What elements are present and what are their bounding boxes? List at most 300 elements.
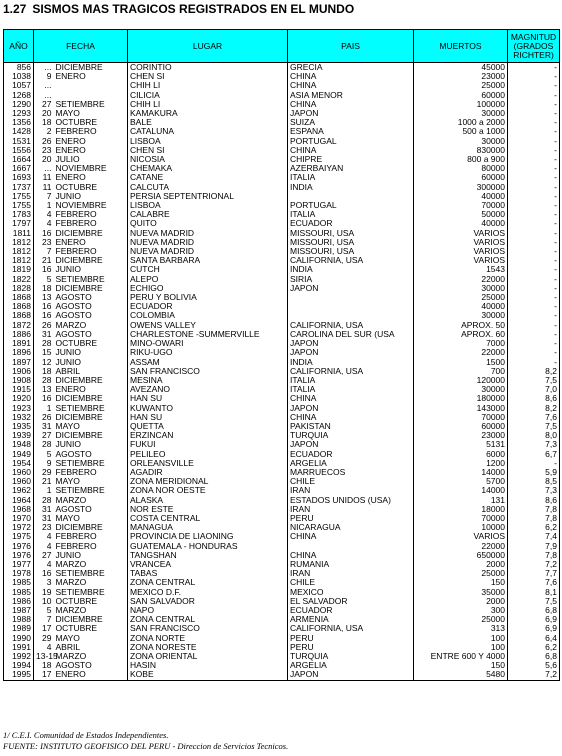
month-cell: FEBRERO (54, 468, 128, 477)
place-cell: HASIN (128, 661, 288, 670)
magnitude-cell: - (508, 63, 560, 73)
place-cell: AVEZANO (128, 385, 288, 394)
deaths-cell: 60000 (414, 173, 508, 182)
deaths-cell: ENTRE 600 Y 4000 (414, 652, 508, 661)
country-cell: CAROLINA DEL SUR (USA (288, 330, 414, 339)
deaths-cell: 30000 (414, 109, 508, 118)
place-cell: CHEMAKA (128, 164, 288, 173)
place-cell: QUETTA (128, 422, 288, 431)
day-cell: 7 (34, 192, 54, 201)
place-cell: TANGSHAN (128, 551, 288, 560)
country-cell: INDIA (288, 358, 414, 367)
year-cell: 1797 (4, 219, 34, 228)
magnitude-cell: - (508, 358, 560, 367)
day-cell: 16 (34, 394, 54, 403)
country-cell: PERU (288, 643, 414, 652)
country-cell: CHILE (288, 477, 414, 486)
day-cell: 28 (34, 376, 54, 385)
deaths-cell: 300000 (414, 183, 508, 192)
place-cell: KOBE (128, 670, 288, 680)
year-cell: 1992 (4, 652, 34, 661)
deaths-cell: 70000 (414, 413, 508, 422)
place-cell: FUKUI (128, 440, 288, 449)
magnitude-cell: - (508, 284, 560, 293)
deaths-cell: 1543 (414, 265, 508, 274)
year-cell: 1755 (4, 192, 34, 201)
day-cell: 28 (34, 440, 54, 449)
month-cell: MAYO (54, 422, 128, 431)
deaths-cell: 830000 (414, 146, 508, 155)
month-cell: DICIEMBRE (54, 256, 128, 265)
table-row (4, 100, 560, 109)
month-cell: SETIEMBRE (54, 100, 128, 109)
place-cell: ZONA CENTRAL (128, 615, 288, 624)
day-cell: 28 (34, 496, 54, 505)
deaths-cell: 650000 (414, 551, 508, 560)
month-cell: SETIEMBRE (54, 275, 128, 284)
deaths-cell: 100 (414, 634, 508, 643)
country-cell: ECUADOR (288, 606, 414, 615)
month-cell: AGOSTO (54, 311, 128, 320)
deaths-cell: 700 (414, 367, 508, 376)
table-row (4, 431, 560, 440)
magnitude-cell: 7,5 (508, 597, 560, 606)
day-cell: 7 (34, 247, 54, 256)
year-cell: 1693 (4, 173, 34, 182)
country-cell: ITALIA (288, 376, 414, 385)
place-cell: ZONA ORIENTAL (128, 652, 288, 661)
country-cell: INDIA (288, 183, 414, 192)
day-cell: 21 (34, 256, 54, 265)
year-cell: 1868 (4, 293, 34, 302)
month-cell: ENERO (54, 146, 128, 155)
day-cell: 5 (34, 606, 54, 615)
place-cell: SANTA BARBARA (128, 256, 288, 265)
deaths-cell: 150 (414, 661, 508, 670)
month-cell: DICIEMBRE (54, 376, 128, 385)
country-cell: SIRIA (288, 275, 414, 284)
year-cell: 1038 (4, 72, 34, 81)
deaths-cell: 2000 (414, 560, 508, 569)
table-title (3, 2, 354, 16)
year-cell: 1556 (4, 146, 34, 155)
month-cell: DICIEMBRE (54, 284, 128, 293)
table-row (4, 670, 560, 680)
magnitude-cell: - (508, 137, 560, 146)
country-cell: MISSOURI, USA (288, 238, 414, 247)
magnitude-cell: 7,2 (508, 670, 560, 680)
day-cell: 27 (34, 431, 54, 440)
year-cell: 1995 (4, 670, 34, 680)
country-cell: MISSOURI, USA (288, 247, 414, 256)
country-cell: JAPON (288, 284, 414, 293)
year-cell: 1268 (4, 91, 34, 100)
magnitude-cell: - (508, 173, 560, 182)
magnitude-cell: - (508, 146, 560, 155)
day-cell: 18 (34, 284, 54, 293)
magnitude-cell: 6,8 (508, 652, 560, 661)
place-cell: ECUADOR (128, 302, 288, 311)
month-cell: FEBRERO (54, 247, 128, 256)
table-row (4, 127, 560, 136)
magnitude-cell: - (508, 311, 560, 320)
magnitude-cell: 7,0 (508, 385, 560, 394)
day-cell: 31 (34, 514, 54, 523)
deaths-cell: 40000 (414, 192, 508, 201)
table-row (4, 256, 560, 265)
month-cell: JUNIO (54, 358, 128, 367)
year-cell: 1356 (4, 118, 34, 127)
country-cell: JAPON (288, 109, 414, 118)
country-cell: ESTADOS UNIDOS (USA) (288, 496, 414, 505)
magnitude-cell: 6,2 (508, 643, 560, 652)
month-cell: OCTUBRE (54, 339, 128, 348)
place-cell: CATANE (128, 173, 288, 182)
month-cell: MARZO (54, 652, 128, 661)
deaths-cell: 143000 (414, 404, 508, 413)
country-cell: GRECIA (288, 63, 414, 73)
country-cell: JAPON (288, 670, 414, 680)
month-cell: AGOSTO (54, 302, 128, 311)
deaths-cell: APROX. 50 (414, 321, 508, 330)
table-row (4, 634, 560, 643)
country-cell: MARRUECOS (288, 468, 414, 477)
magnitude-cell: 8,2 (508, 404, 560, 413)
place-cell: ZONA NORTE (128, 634, 288, 643)
month-cell: DICIEMBRE (54, 413, 128, 422)
month-cell: DICIEMBRE (54, 63, 128, 73)
place-cell: PROVINCIA DE LIAONING (128, 532, 288, 541)
day-cell: 31 (34, 330, 54, 339)
month-cell: FEBRERO (54, 210, 128, 219)
place-cell: ALEPO (128, 275, 288, 284)
place-cell: MESINA (128, 376, 288, 385)
day-cell: 21 (34, 477, 54, 486)
country-cell: JAPON (288, 404, 414, 413)
month-cell: DICIEMBRE (54, 431, 128, 440)
year-cell: 1988 (4, 615, 34, 624)
magnitude-cell: 7,8 (508, 551, 560, 560)
year-cell: 1975 (4, 532, 34, 541)
day-cell: 20 (34, 109, 54, 118)
day-cell: 17 (34, 670, 54, 680)
deaths-cell: 1200 (414, 459, 508, 468)
country-cell: ITALIA (288, 210, 414, 219)
magnitude-cell: 7,6 (508, 413, 560, 422)
place-cell: NOR ESTE (128, 505, 288, 514)
month-cell: SETIEMBRE (54, 588, 128, 597)
month-cell: JUNIO (54, 551, 128, 560)
day-cell: 17 (34, 624, 54, 633)
country-cell: PERU (288, 514, 414, 523)
country-cell: CALIFORNIA, USA (288, 256, 414, 265)
year-cell: 1897 (4, 358, 34, 367)
place-cell: KUWANTO (128, 404, 288, 413)
month-cell: FEBRERO (54, 219, 128, 228)
country-cell: JAPON (288, 339, 414, 348)
day-cell: 13 (34, 385, 54, 394)
place-cell: PERSIA SEPTENTRIONAL (128, 192, 288, 201)
magnitude-cell: - (508, 109, 560, 118)
place-cell: NUEVA MADRID (128, 229, 288, 238)
place-cell: MEXICO D.F. (128, 588, 288, 597)
magnitude-cell: 6,9 (508, 615, 560, 624)
country-cell: ARMENIA (288, 615, 414, 624)
deaths-cell: 5131 (414, 440, 508, 449)
year-cell: 1920 (4, 394, 34, 403)
year-cell: 1970 (4, 514, 34, 523)
country-cell: SUIZA (288, 118, 414, 127)
table-row (4, 597, 560, 606)
month-cell: MARZO (54, 578, 128, 587)
day-cell: 26 (34, 321, 54, 330)
year-cell: 1989 (4, 624, 34, 633)
year-cell: 1868 (4, 302, 34, 311)
magnitude-cell: - (508, 302, 560, 311)
deaths-cell: 23000 (414, 72, 508, 81)
place-cell: OWENS VALLEY (128, 321, 288, 330)
deaths-cell: 22000 (414, 542, 508, 551)
place-cell: VRANCEA (128, 560, 288, 569)
place-cell: PELILEO (128, 450, 288, 459)
place-cell: QUITO (128, 219, 288, 228)
country-cell: EL SALVADOR (288, 597, 414, 606)
table-heading: SISMOS MAS TRAGICOS REGISTRADOS EN EL MUNDO (32, 2, 355, 16)
year-cell: 1949 (4, 450, 34, 459)
place-cell: ZONA NORESTE (128, 643, 288, 652)
place-cell: ORLEANSVILLE (128, 459, 288, 468)
place-cell: CALCUTA (128, 183, 288, 192)
day-cell: 16 (34, 302, 54, 311)
magnitude-cell: - (508, 265, 560, 274)
day-cell: 5 (34, 275, 54, 284)
month-cell: ENERO (54, 670, 128, 680)
magnitude-cell: - (508, 330, 560, 339)
place-cell: RIKU-UGO (128, 348, 288, 357)
year-cell: 1891 (4, 339, 34, 348)
day-cell: 3 (34, 578, 54, 587)
year-cell: 1664 (4, 155, 34, 164)
country-cell: CHINA (288, 532, 414, 541)
year-cell: 1783 (4, 210, 34, 219)
place-cell: ECHIGO (128, 284, 288, 293)
magnitude-cell: - (508, 256, 560, 265)
day-cell: 1 (34, 404, 54, 413)
table-row (4, 486, 560, 495)
place-cell: CHARLESTONE -SUMMERVILLE (128, 330, 288, 339)
magnitude-cell: 7,3 (508, 440, 560, 449)
col-header-country: PAIS (288, 30, 414, 63)
day-cell: ... (34, 63, 54, 73)
place-cell: ZONA MERIDIONAL (128, 477, 288, 486)
magnitude-cell: 6,4 (508, 634, 560, 643)
place-cell: CHEN SI (128, 146, 288, 155)
deaths-cell: 150 (414, 578, 508, 587)
deaths-cell: 100000 (414, 100, 508, 109)
place-cell: CORINTIO (128, 63, 288, 73)
magnitude-cell: - (508, 164, 560, 173)
place-cell: CHEN SI (128, 72, 288, 81)
table-row (4, 551, 560, 560)
deaths-cell: 23000 (414, 431, 508, 440)
month-cell: ABRIL (54, 367, 128, 376)
deaths-cell: 25000 (414, 81, 508, 90)
place-cell: COLOMBIA (128, 311, 288, 320)
month-cell: SETIEMBRE (54, 404, 128, 413)
year-cell: 1978 (4, 569, 34, 578)
month-cell: MAYO (54, 109, 128, 118)
magnitude-cell: - (508, 127, 560, 136)
place-cell: SAN FRANCISCO (128, 367, 288, 376)
day-cell: 19 (34, 588, 54, 597)
country-cell: CHINA (288, 413, 414, 422)
table-row (4, 72, 560, 81)
country-cell: JAPON (288, 440, 414, 449)
magnitude-cell: - (508, 72, 560, 81)
day-cell: 16 (34, 311, 54, 320)
day-cell: 28 (34, 339, 54, 348)
deaths-cell: VARIOS (414, 247, 508, 256)
year-cell: 1976 (4, 551, 34, 560)
place-cell: ALASKA (128, 496, 288, 505)
deaths-cell: 60000 (414, 422, 508, 431)
deaths-cell: 131 (414, 496, 508, 505)
magnitude-cell: 6,8 (508, 606, 560, 615)
month-cell: JULIO (54, 155, 128, 164)
deaths-cell: 30000 (414, 284, 508, 293)
month-cell: MARZO (54, 606, 128, 615)
place-cell: HAN SU (128, 413, 288, 422)
month-cell: OCTUBRE (54, 597, 128, 606)
table-row (4, 569, 560, 578)
day-cell: 27 (34, 551, 54, 560)
year-cell: 1293 (4, 109, 34, 118)
day-cell: 4 (34, 210, 54, 219)
month-cell: OCTUBRE (54, 624, 128, 633)
month-cell: JUNIO (54, 192, 128, 201)
month-cell: FEBRERO (54, 542, 128, 551)
year-cell: 1812 (4, 256, 34, 265)
year-cell: 856 (4, 63, 34, 73)
month-cell: AGOSTO (54, 661, 128, 670)
day-cell: 1 (34, 486, 54, 495)
month-cell: DICIEMBRE (54, 615, 128, 624)
deaths-cell: 22000 (414, 348, 508, 357)
magnitude-cell: 8,2 (508, 367, 560, 376)
place-cell: MINO-OWARI (128, 339, 288, 348)
deaths-cell: APROX. 60 (414, 330, 508, 339)
deaths-cell: 5480 (414, 670, 508, 680)
deaths-cell: VARIOS (414, 532, 508, 541)
country-cell: CHINA (288, 100, 414, 109)
footnote-source: FUENTE: INSTITUTO GEOFISICO DEL PERU - Direccion de Servicios Tecnicos. (3, 741, 289, 751)
deaths-cell: 22000 (414, 275, 508, 284)
earthquake-table (3, 29, 560, 681)
place-cell: CILICIA (128, 91, 288, 100)
table-row (4, 358, 560, 367)
magnitude-cell: 6,7 (508, 450, 560, 459)
magnitude-cell: 8,6 (508, 394, 560, 403)
magnitude-cell: 7,7 (508, 569, 560, 578)
month-cell: MARZO (54, 321, 128, 330)
day-cell: 1 (34, 201, 54, 210)
country-cell: ECUADOR (288, 219, 414, 228)
month-cell: FEBRERO (54, 532, 128, 541)
month-cell: NOVIEMBRE (54, 164, 128, 173)
year-cell: 1985 (4, 588, 34, 597)
place-cell: NAPO (128, 606, 288, 615)
magnitude-cell: 5,6 (508, 661, 560, 670)
day-cell: 4 (34, 532, 54, 541)
day-cell: 13-15 (34, 652, 54, 661)
country-cell: IRAN (288, 569, 414, 578)
day-cell: ... (34, 164, 54, 173)
country-cell: NICARAGUA (288, 523, 414, 532)
year-cell: 1872 (4, 321, 34, 330)
magnitude-cell: - (508, 459, 560, 468)
month-cell: DICIEMBRE (54, 229, 128, 238)
year-cell: 1886 (4, 330, 34, 339)
month-cell: FEBRERO (54, 127, 128, 136)
magnitude-cell: 7,5 (508, 376, 560, 385)
deaths-cell: VARIOS (414, 229, 508, 238)
year-cell: 1964 (4, 496, 34, 505)
day-cell: ... (34, 91, 54, 100)
country-cell: CALIFORNIA, USA (288, 624, 414, 633)
deaths-cell: 30000 (414, 385, 508, 394)
place-cell: ASSAM (128, 358, 288, 367)
month-cell (54, 81, 128, 90)
month-cell: ENERO (54, 72, 128, 81)
magnitude-cell: - (508, 91, 560, 100)
magnitude-cell: 6,9 (508, 624, 560, 633)
year-cell: 1962 (4, 486, 34, 495)
day-cell: 27 (34, 100, 54, 109)
day-cell: 26 (34, 413, 54, 422)
country-cell: ASIA MENOR (288, 91, 414, 100)
magnitude-cell: 7,5 (508, 422, 560, 431)
year-cell: 1939 (4, 431, 34, 440)
deaths-cell: 30000 (414, 137, 508, 146)
table-row (4, 348, 560, 357)
day-cell: 2 (34, 127, 54, 136)
day-cell: 11 (34, 173, 54, 182)
col-header-year: AÑO (4, 30, 34, 63)
year-cell: 1948 (4, 440, 34, 449)
place-cell: PERU Y BOLIVIA (128, 293, 288, 302)
year-cell: 1896 (4, 348, 34, 357)
place-cell: MANAGUA (128, 523, 288, 532)
year-cell: 1968 (4, 505, 34, 514)
magnitude-cell: - (508, 238, 560, 247)
month-cell: MAYO (54, 477, 128, 486)
deaths-cell: 14000 (414, 486, 508, 495)
month-cell: MAYO (54, 634, 128, 643)
place-cell: CALABRE (128, 210, 288, 219)
day-cell: 4 (34, 219, 54, 228)
day-cell: 9 (34, 459, 54, 468)
deaths-cell: 25000 (414, 569, 508, 578)
month-cell: OCTUBRE (54, 118, 128, 127)
magnitude-cell: 7,8 (508, 505, 560, 514)
magnitude-cell: - (508, 219, 560, 228)
magnitude-cell: - (508, 293, 560, 302)
place-cell: ZONA NOR OESTE (128, 486, 288, 495)
place-cell: NICOSIA (128, 155, 288, 164)
month-cell: DICIEMBRE (54, 394, 128, 403)
day-cell: 29 (34, 634, 54, 643)
day-cell: 16 (34, 569, 54, 578)
